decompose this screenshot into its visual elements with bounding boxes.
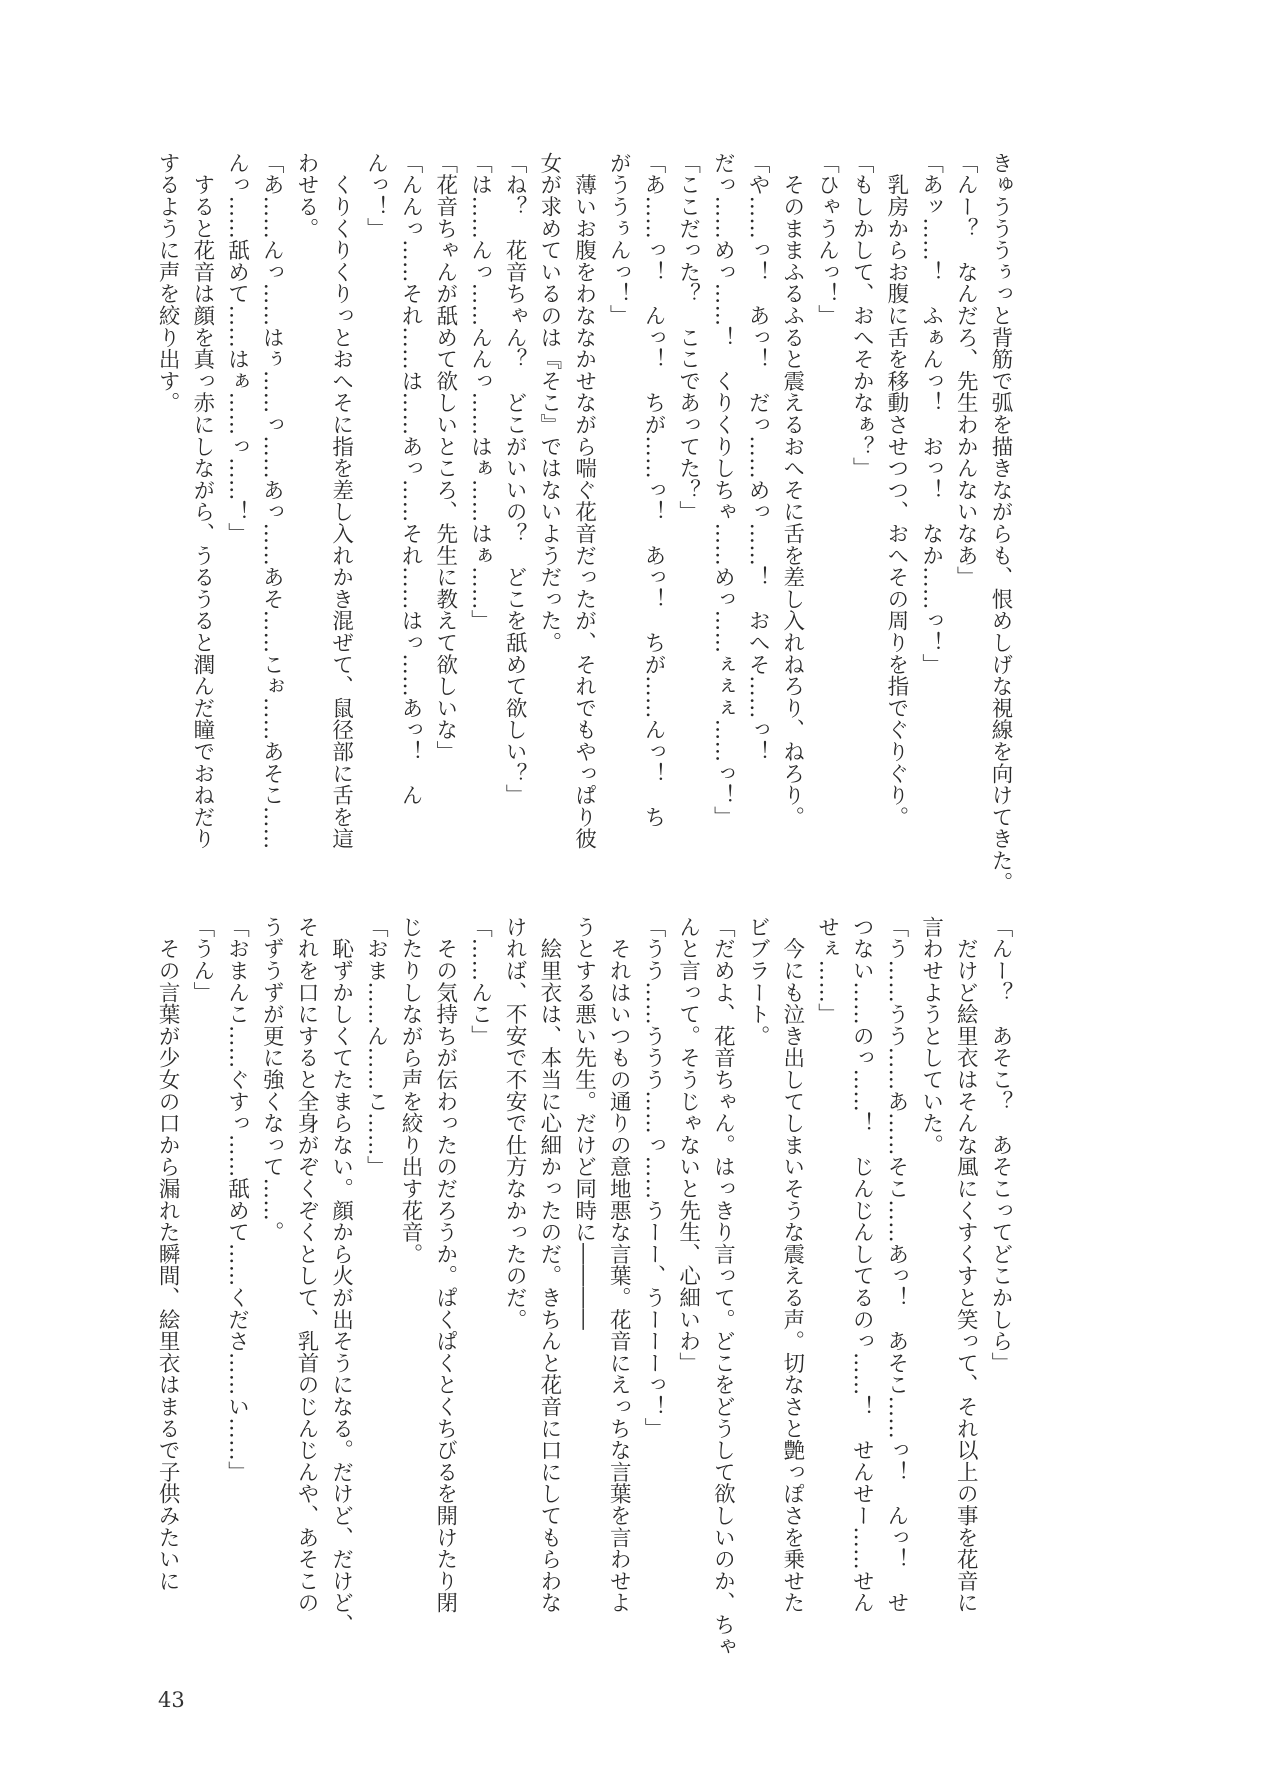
text-line: 恥ずかしくてたまらない。顔から火が出そうになる。だけど、だけど、 <box>328 916 354 1636</box>
text-line: 女が求めているのは『そこ』ではないようだった。 <box>536 152 562 654</box>
text-line: うとする悪い先生。だけど同時に―――― <box>571 916 597 1331</box>
text-line: 「うう……ううう……っ……うーー、うーーーっ！」 <box>640 916 666 1440</box>
text-line: 「あッ……！ ふぁんっ！ おっ！ なか……っ！」 <box>918 152 944 676</box>
text-line: きゅうううぅっと背筋で弧を描きながらも、恨めしげな視線を向けてきた。 <box>988 152 1013 894</box>
text-line: 「ここだった？ ここであってた？」 <box>675 152 701 523</box>
text-line: 「は……んっ……んんっ……はぁ……はぁ……」 <box>467 152 493 632</box>
text-line: 「花音ちゃんが舐めて欲しいところ、先生に教えて欲しいな」 <box>432 152 458 763</box>
text-line: ければ、不安で不安で仕方なかったのだ。 <box>502 916 528 1331</box>
text-line: だっ……めっ……！ くりくりしちゃ……めっ……ぇぇぇ……っ！」 <box>710 152 736 828</box>
text-line: それを口にすると全身がぞくぞくとして、乳首のじんじんや、あそこの <box>293 916 319 1614</box>
text-line: 今にも泣き出してしまいそうな震える声。切なさと艶っぽさを乗せた <box>779 916 805 1614</box>
text-line: ビブラート。 <box>745 916 771 1047</box>
text-block-bottom <box>147 916 1017 1658</box>
text-line: するように声を絞り出す。 <box>155 152 181 414</box>
text-line: くりくりくりっとおへそに指を差し入れかき混ぜて、鼠径部に舌を這 <box>328 152 354 850</box>
text-line: 「んー？ なんだろ、先生わかんないなあ」 <box>953 152 979 588</box>
text-line: その気持ちが伝わったのだろうか。ぱくぱくとくちびるを開けたり閉 <box>432 916 458 1614</box>
text-line: 「ひゃうんっ！」 <box>814 152 840 327</box>
text-line: んっ！」 <box>363 152 389 240</box>
text-block-top <box>147 152 1017 894</box>
text-line: 「うん」 <box>189 916 215 1004</box>
text-line: 絵里衣は、本当に心細かったのだ。きちんと花音に口にしてもらわな <box>536 916 562 1614</box>
text-line: うずうずが更に強くなって……。 <box>259 916 285 1243</box>
text-line: せぇ……」 <box>814 916 840 1025</box>
text-line: 言わせようとしていた。 <box>918 916 944 1156</box>
text-line: んと言って。そうじゃないと先生、心細いわ」 <box>675 916 701 1374</box>
page-number: 43 <box>158 1688 185 1712</box>
text-line: 「んんっ……それ……は……あっ……それ……はっ……あっ！ ん <box>398 152 424 806</box>
text-line: 「や……っ！ あっ！ だっ……めっ……！ おへそ……っ！ <box>745 152 771 763</box>
text-line: 「あ……んっ……はぅ……っ……あっ……あそ……こぉ……あそこ…… <box>259 152 285 850</box>
text-line: わせる。 <box>293 152 319 240</box>
text-line: すると花音は顔を真っ赤にしながら、うるうると潤んだ瞳でおねだり <box>189 152 215 850</box>
text-line: じたりしながら声を絞り出す花音。 <box>398 916 424 1265</box>
text-line: だけど絵里衣はそんな風にくすくすと笑って、それ以上の事を花音に <box>953 916 979 1614</box>
text-line: そのままふるふると震えるおへそに舌を差し入れねろり、ねろり。 <box>779 152 805 828</box>
text-line: んっ……舐めて……はぁ……っ……！」 <box>224 152 250 545</box>
text-line: がううぅんっ！」 <box>606 152 632 327</box>
text-line: その言葉が少女の口から漏れた瞬間、絵里衣はまるで子供みたいに <box>155 916 181 1592</box>
text-line: つない……のっ……！ じんじんしてるのっ……！ せんせー……せん <box>849 916 875 1614</box>
text-line: 「ね？ 花音ちゃん？ どこがいいの？ どこを舐めて欲しい？」 <box>502 152 528 806</box>
text-line: 「だめよ、花音ちゃん。はっきり言って。どこをどうして欲しいのか、ちゃ <box>710 916 736 1658</box>
text-line: 「おま……ん……こ……」 <box>363 916 389 1178</box>
text-line: 「んー？ あそこ？ あそこってどこかしら」 <box>988 916 1013 1374</box>
text-line: 「あ……っ！ んっ！ ちが……っ！ あっ！ ちが……んっ！ ち <box>640 152 666 828</box>
text-line: 薄いお腹をわななかせながら喘ぐ花音だったが、それでもやっぱり彼 <box>571 152 597 850</box>
text-line: 「う……うう……あ……そこ……あっ！ あそこ……っ！ んっ！ せ <box>883 916 909 1614</box>
text-line: 「もしかして、おへそかなぁ？」 <box>849 152 875 479</box>
text-line: それはいつもの通りの意地悪な言葉。花音にえっちな言葉を言わせよ <box>606 916 632 1614</box>
text-line: 乳房からお腹に舌を移動させつつ、おへその周りを指でぐりぐり。 <box>883 152 909 828</box>
text-line: 「……んこ」 <box>467 916 493 1047</box>
text-line: 「おまんこ……ぐすっ……舐めて……くださ……い……」 <box>224 916 250 1483</box>
